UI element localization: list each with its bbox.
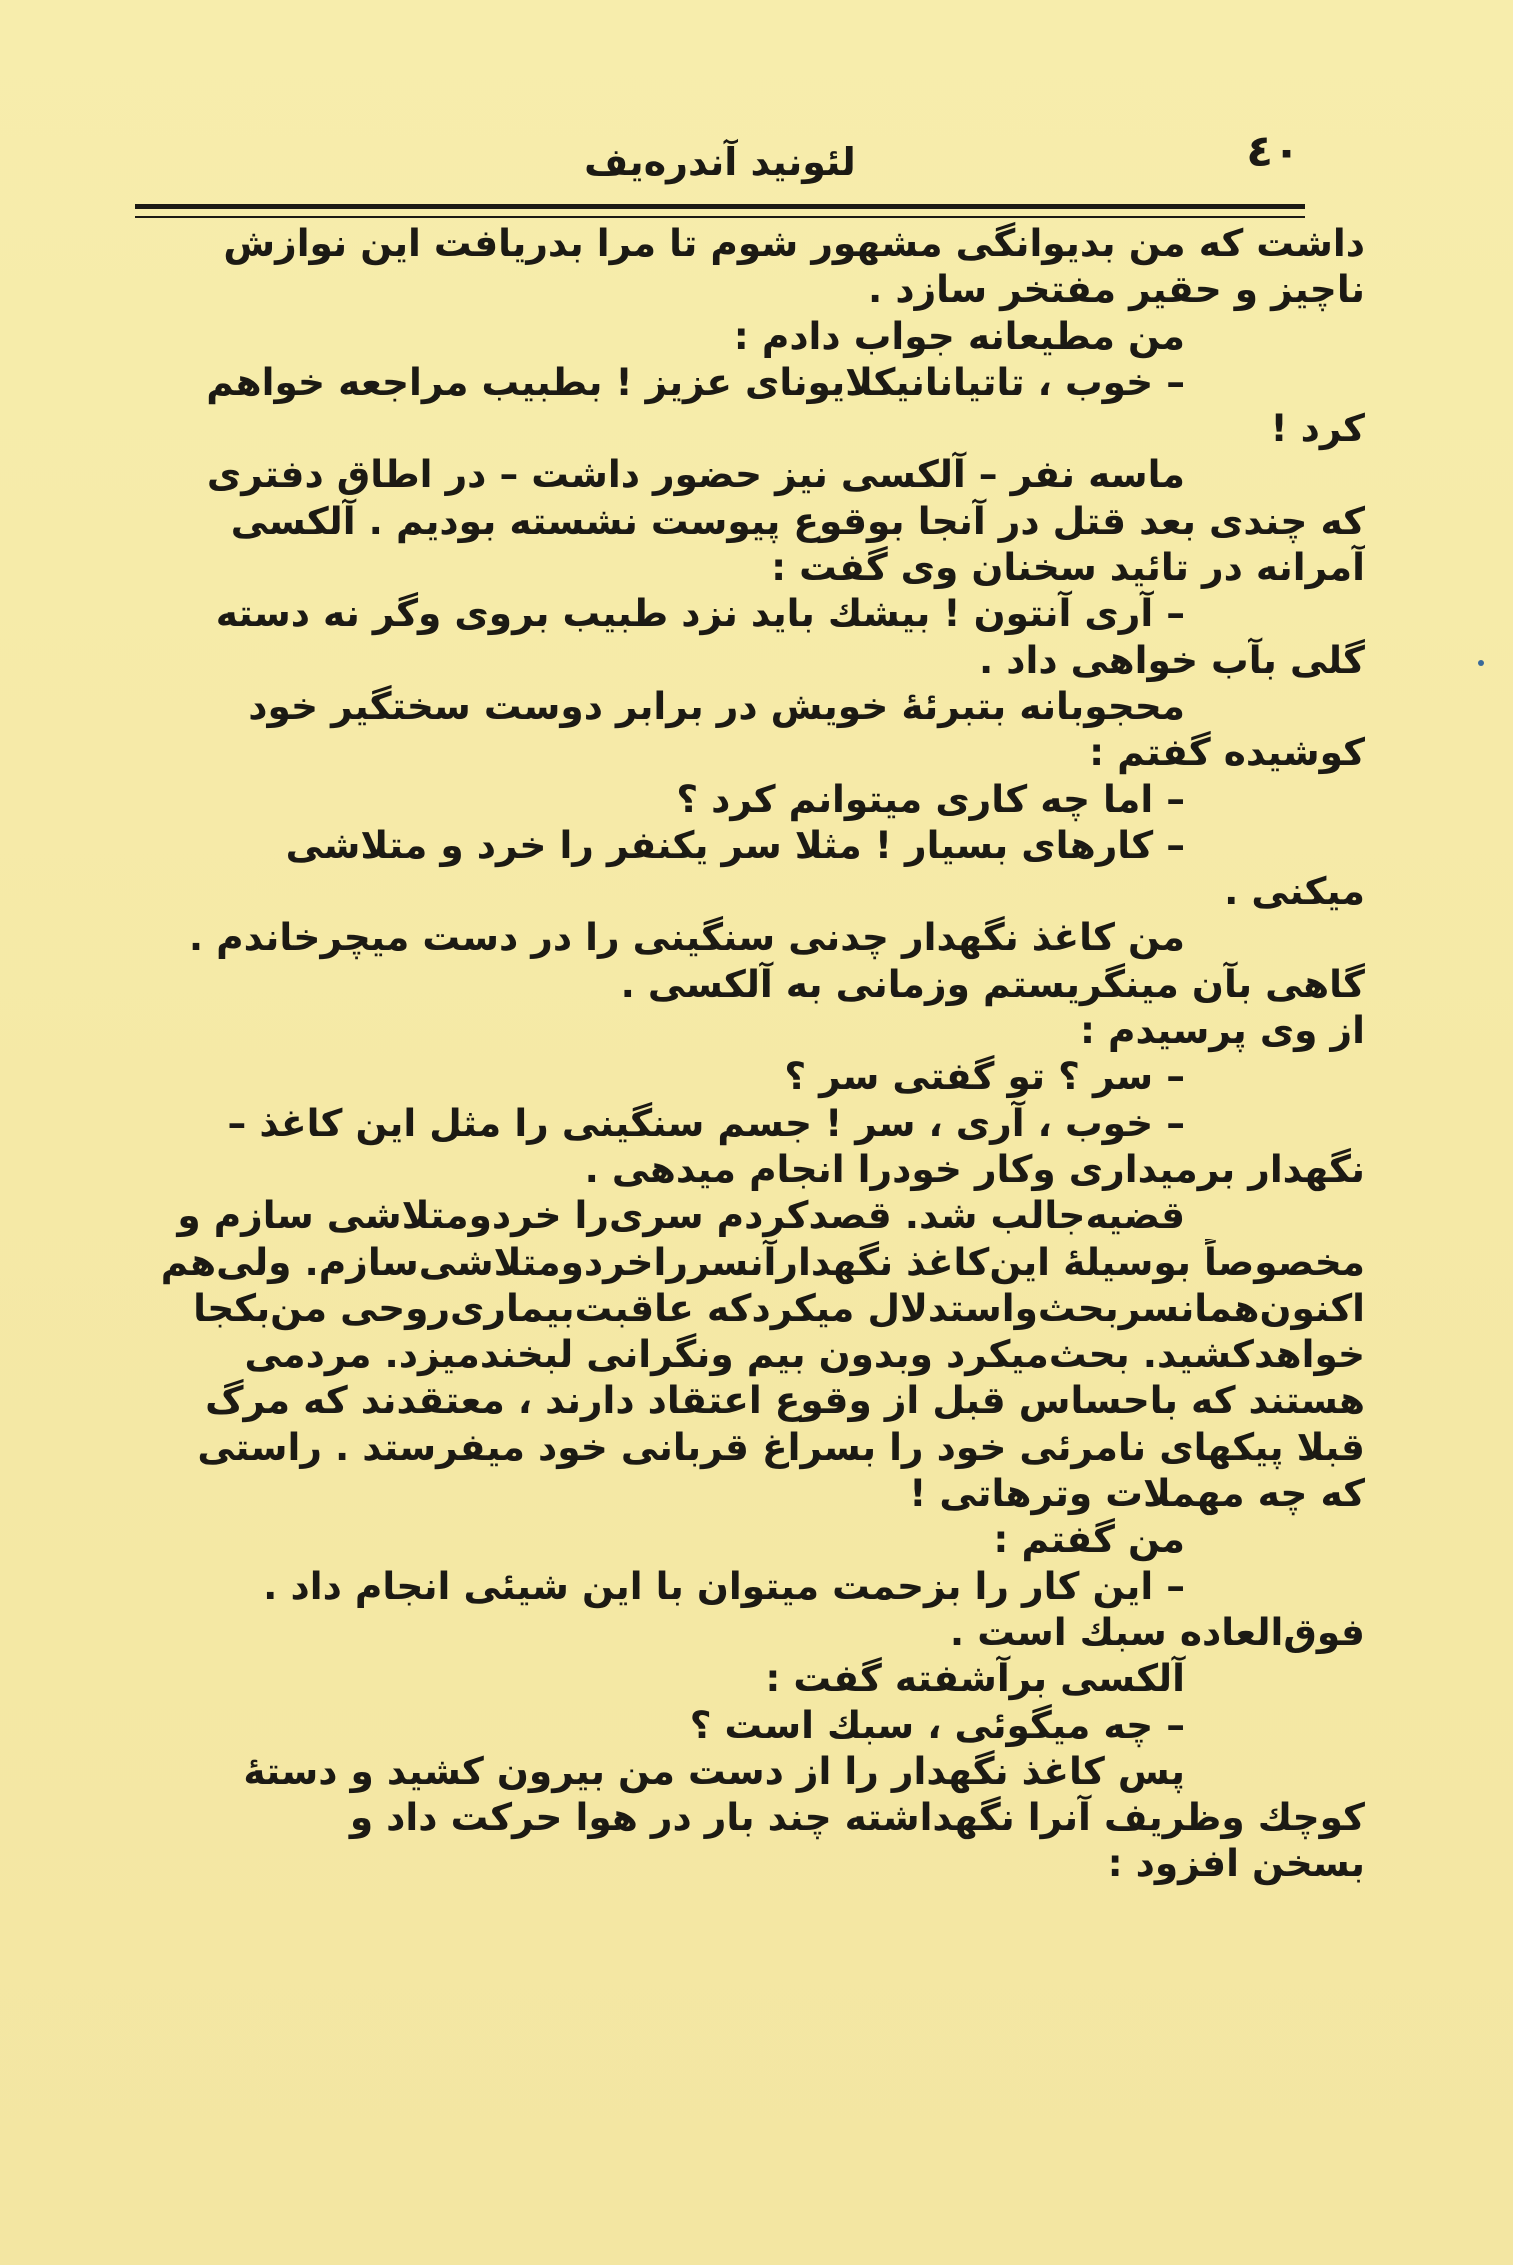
text-line: پس کاغذ نگهدار را از دست من بیرون کشید و دستهٔ bbox=[243, 1748, 1185, 1793]
text-line: – آری آنتون ! بیشك باید نزد طبیب بروی وگر نه دسته bbox=[215, 591, 1185, 636]
text-line: کرد ! bbox=[1270, 406, 1365, 451]
text-line: ماسه نفر – آلکسی نیز حضور داشت – در اطاق دفتری bbox=[206, 452, 1185, 497]
text-line: من گفتم : bbox=[993, 1517, 1185, 1562]
text-line: گاهی بآن مینگریستم وزمانی به آلکسی . bbox=[620, 961, 1365, 1006]
page-header bbox=[130, 118, 1310, 200]
text-line: کوچك وظریف آنرا نگهداشته چند بار در هوا حرکت داد و bbox=[349, 1795, 1365, 1840]
text-line: که چندی بعد قتل در آنجا بوقوع پیوست نشسته بودیم . آلکسی bbox=[230, 498, 1365, 543]
text-line: از وی پرسیدم : bbox=[1079, 1008, 1365, 1053]
header-rule-thin bbox=[135, 216, 1305, 218]
text-line: من مطیعانه جواب دادم : bbox=[733, 313, 1185, 358]
text-line: که چه مهملات وترهاتی ! bbox=[909, 1471, 1365, 1516]
body-text bbox=[140, 220, 1365, 1887]
text-line: نگهدار برمیداری وکار خودرا انجام میدهی . bbox=[584, 1146, 1365, 1191]
text-line: – اما چه کاری میتوانم کرد ؟ bbox=[676, 776, 1185, 821]
text-line: محجوبانه بتبرئهٔ خویش در برابر دوست سختگیر خود bbox=[248, 683, 1185, 728]
text-line: گلی بآب خواهی داد . bbox=[978, 637, 1365, 682]
text-line: بسخن افزود : bbox=[1107, 1841, 1365, 1886]
page-number: ٤٠ bbox=[1246, 126, 1300, 177]
text-line: – خوب ، آری ، سر ! جسم سنگینی را مثل این کاغذ – bbox=[227, 1100, 1185, 1145]
text-line: ناچیز و حقیر مفتخر سازد . bbox=[868, 267, 1365, 312]
text-line: فوق‌العاده سبك است . bbox=[949, 1609, 1365, 1654]
text-line: خواهدکشید. بحث‌میکرد وبدون بیم ونگرانی لبخندمیزد. مردمی bbox=[244, 1332, 1365, 1377]
text-line: میکنی . bbox=[1224, 869, 1365, 914]
text-line: – این کار را بزحمت میتوان با این شیئی انجام داد . bbox=[263, 1563, 1185, 1608]
text-line: من کاغذ نگهدار چدنی سنگینی را در دست میچرخاندم . bbox=[188, 915, 1185, 960]
text-line: – چه میگوئی ، سبك است ؟ bbox=[689, 1702, 1185, 1747]
text-line: – سر ؟ تو گفتی سر ؟ bbox=[784, 1054, 1185, 1099]
text-line: آلکسی برآشفته گفت : bbox=[765, 1656, 1185, 1701]
text-line: مخصوصاً بوسیلهٔ این‌کاغذ نگهدارآنسرراخردومتلاشی‌سازم. ولی‌هم bbox=[160, 1239, 1365, 1284]
text-line: قضیه‌جالب شد. قصدکردم سری‌را خردومتلاشی سازم و bbox=[177, 1193, 1185, 1238]
text-line: آمرانه در تائید سخنان وی گفت : bbox=[771, 545, 1365, 590]
ink-speck bbox=[1478, 660, 1484, 666]
text-line: – کارهای بسیار ! مثلا سر یکنفر را خرد و متلاشی bbox=[285, 822, 1185, 867]
header-rule bbox=[135, 204, 1305, 209]
text-line: هستند که باحساس قبل از وقوع اعتقاد دارند ، معتقدند که مرگ bbox=[205, 1378, 1365, 1423]
text-line: اکنون‌همانسربحث‌واستدلال میکردکه عاقبت‌بیماری‌روحی من‌بکجا bbox=[193, 1285, 1365, 1330]
text-line: داشت که من بدیوانگی مشهور شوم تا مرا بدریافت این نوازش bbox=[223, 221, 1365, 265]
text-line: قبلا پیکهای نامرئی خود را بسراغ قربانی خود میفرستد . راستی bbox=[197, 1424, 1365, 1469]
running-title: لئونید آندره‌یف bbox=[584, 140, 856, 184]
text-line: – خوب ، تاتیانانیکلایونای عزیز ! بطبیب مراجعه خواهم bbox=[206, 359, 1185, 404]
text-line: کوشیده گفتم : bbox=[1089, 730, 1365, 775]
